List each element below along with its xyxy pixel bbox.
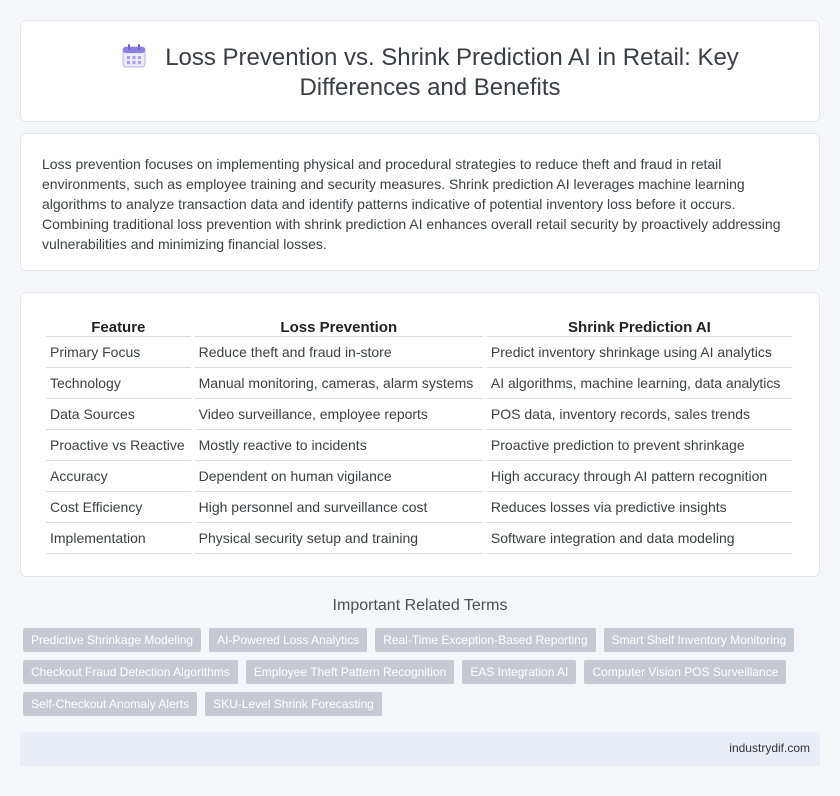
related-term-tag[interactable]: Real-Time Exception-Based Reporting xyxy=(375,628,595,652)
feature-cell: Primary Focus xyxy=(46,337,191,368)
loss-prevention-cell: Dependent on human vigilance xyxy=(195,461,483,492)
table-row xyxy=(46,492,792,523)
table-row xyxy=(46,461,792,492)
related-term-tag[interactable]: Smart Shelf Inventory Monitoring xyxy=(604,628,795,652)
related-term-tag[interactable]: Self-Checkout Anomaly Alerts xyxy=(23,692,197,716)
feature-cell: Technology xyxy=(46,368,191,399)
title-card xyxy=(20,20,820,122)
shrink-ai-cell: Software integration and data modeling xyxy=(487,523,792,554)
page-title-wrap xyxy=(61,43,799,103)
related-terms-heading: Important Related Terms xyxy=(332,597,508,614)
table-row xyxy=(46,368,792,399)
header-feature: Feature xyxy=(46,315,191,337)
comparison-card xyxy=(20,292,820,577)
related-term-tag[interactable]: Employee Theft Pattern Recognition xyxy=(246,660,455,684)
feature-cell: Cost Efficiency xyxy=(46,492,191,523)
shrink-ai-cell: Proactive prediction to prevent shrinkage xyxy=(487,430,792,461)
loss-prevention-cell: Manual monitoring, cameras, alarm systems xyxy=(195,368,483,399)
table-row xyxy=(46,523,792,554)
shrink-ai-cell: Reduces losses via predictive insights xyxy=(487,492,792,523)
shrink-ai-cell: High accuracy through AI pattern recognition xyxy=(487,461,792,492)
loss-prevention-cell: Reduce theft and fraud in-store xyxy=(195,337,483,368)
feature-cell: Accuracy xyxy=(46,461,191,492)
related-term-tag[interactable]: Checkout Fraud Detection Algorithms xyxy=(23,660,238,684)
footer-site-link[interactable]: industrydif.com xyxy=(729,741,810,755)
related-term-tag[interactable]: Computer Vision POS Surveillance xyxy=(584,660,786,684)
page-title: Loss Prevention vs. Shrink Prediction AI in Retail: Key Differences and Benefits xyxy=(165,44,739,101)
related-term-tag[interactable]: Predictive Shrinkage Modeling xyxy=(23,628,201,652)
feature-cell: Proactive vs Reactive xyxy=(46,430,191,461)
comparison-table xyxy=(42,315,796,554)
footer xyxy=(20,732,820,766)
related-term-tag[interactable]: SKU-Level Shrink Forecasting xyxy=(205,692,382,716)
intro-paragraph: Loss prevention focuses on implementing physical and procedural strategies to reduce theft and fraud in retail environments, such as employee training and security measures. Shrink prediction AI leverages machine learning algorithms to analyze transaction data and identify patterns indicative of potential inventory loss before it occurs. Combining traditional loss prevention with shrink prediction AI enhances overall retail security by proactively addressing vulnerabilities and minimizing financial losses. xyxy=(42,156,781,252)
table-row xyxy=(46,430,792,461)
calendar-icon xyxy=(121,43,147,69)
loss-prevention-cell: High personnel and surveillance cost xyxy=(195,492,483,523)
table-row xyxy=(46,399,792,430)
intro-card xyxy=(20,133,820,271)
feature-cell: Data Sources xyxy=(46,399,191,430)
header-loss-prevention: Loss Prevention xyxy=(195,315,483,337)
header-shrink-prediction-ai: Shrink Prediction AI xyxy=(487,315,792,337)
shrink-ai-cell: AI algorithms, machine learning, data analytics xyxy=(487,368,792,399)
related-term-tag[interactable]: AI-Powered Loss Analytics xyxy=(209,628,367,652)
related-terms-list xyxy=(23,628,813,716)
shrink-ai-cell: POS data, inventory records, sales trends xyxy=(487,399,792,430)
related-term-tag[interactable]: EAS Integration AI xyxy=(462,660,576,684)
loss-prevention-cell: Mostly reactive to incidents xyxy=(195,430,483,461)
shrink-ai-cell: Predict inventory shrinkage using AI analytics xyxy=(487,337,792,368)
loss-prevention-cell: Physical security setup and training xyxy=(195,523,483,554)
feature-cell: Implementation xyxy=(46,523,191,554)
loss-prevention-cell: Video surveillance, employee reports xyxy=(195,399,483,430)
table-row xyxy=(46,337,792,368)
table-header-row xyxy=(46,315,792,337)
